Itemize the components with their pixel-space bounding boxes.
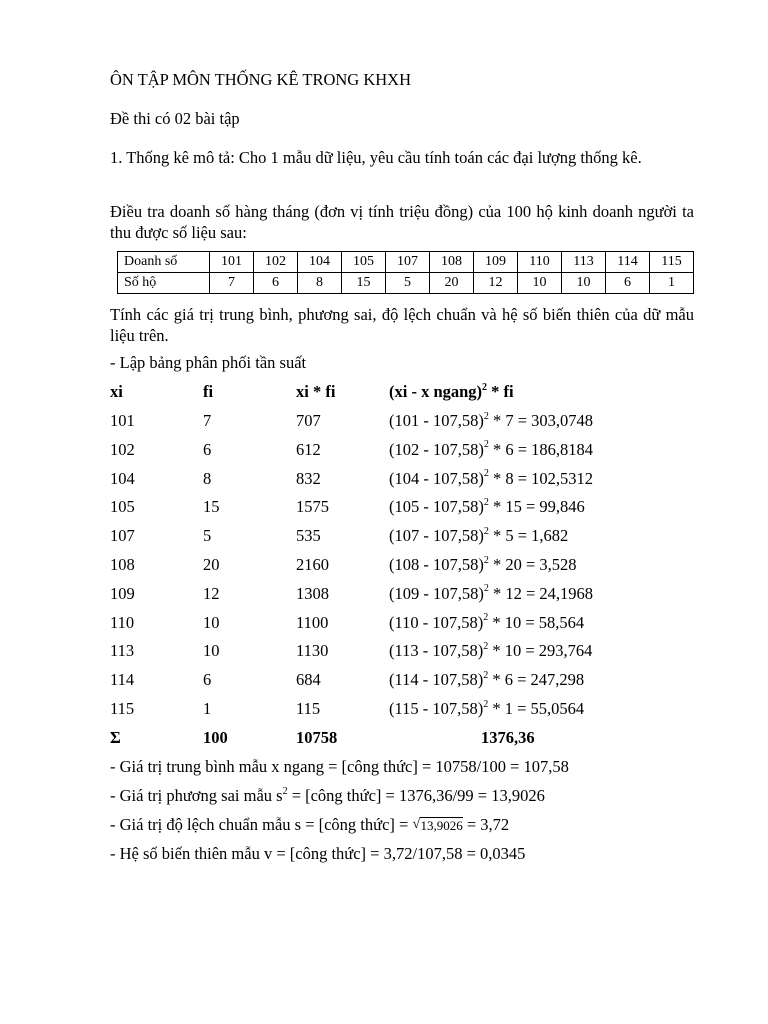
deviation-exponent: 2 [483, 468, 489, 480]
variance-text: - Giá trị phương sai mẫu s [110, 786, 283, 805]
household-count: 10 [562, 273, 606, 294]
cell-deviation [389, 410, 593, 432]
deviation-result: * 10 = 293,764 [488, 641, 593, 661]
household-count: 6 [254, 273, 298, 294]
revenue-value: 104 [298, 252, 342, 273]
household-row [118, 273, 694, 294]
revenue-value: 105 [342, 252, 386, 273]
cell-xi: 113 [110, 641, 135, 661]
total-deviation: 1376,36 [481, 728, 535, 747]
frequency-table-total [110, 727, 694, 749]
square-root [412, 816, 462, 836]
cell-xi: 114 [110, 670, 135, 690]
survey-data-table [117, 251, 694, 294]
cell-fi: 6 [203, 439, 212, 459]
header-xi-fi: xi * fi [296, 382, 336, 401]
cell-fi: 5 [203, 526, 212, 546]
cell-fi: 12 [203, 583, 220, 603]
cell-deviation [389, 496, 585, 518]
cell-xi: 110 [110, 612, 135, 632]
frequency-row [110, 554, 694, 576]
cell-xi: 109 [110, 583, 135, 603]
deviation-result: * 6 = 247,298 [488, 670, 585, 690]
cell-fi: 10 [203, 612, 220, 632]
cell-xi-fi: 115 [296, 699, 321, 718]
std-deviation-value: = 3,72 [462, 815, 510, 834]
cell-xi: 107 [110, 526, 135, 546]
household-label: Số hộ [118, 273, 210, 294]
document-subtitle: Đề thi có 02 bài tập [110, 109, 240, 128]
deviation-result: * 5 = 1,682 [488, 526, 569, 546]
cell-xi: 108 [110, 555, 135, 574]
cell-xi: 105 [110, 497, 135, 517]
cell-fi: 10 [203, 641, 220, 661]
sigma-symbol: Σ [110, 728, 121, 747]
cell-xi-fi: 832 [296, 468, 321, 488]
deviation-result: * 20 = 3,528 [488, 555, 577, 574]
result-variance [110, 786, 545, 806]
frequency-row [110, 669, 694, 691]
frequency-row [110, 496, 694, 518]
deviation-base: (108 - 107,58) [389, 555, 484, 574]
cell-xi-fi: 612 [296, 439, 321, 459]
cell-fi: 8 [203, 468, 212, 488]
deviation-base: (102 - 107,58) [389, 439, 484, 459]
cell-xi-fi: 1100 [296, 612, 329, 632]
result-std-deviation [110, 815, 509, 836]
cell-xi-fi: 707 [296, 411, 321, 430]
frequency-row [110, 698, 694, 720]
cell-xi-fi: 535 [296, 526, 321, 546]
revenue-value: 110 [518, 252, 562, 273]
deviation-exponent: 2 [483, 525, 489, 537]
deviation-base: (104 - 107,58) [389, 468, 484, 488]
variance-value: = [công thức] = 1376,36/99 = 13,9026 [287, 786, 545, 805]
household-count: 6 [606, 273, 650, 294]
deviation-base: (113 - 107,58) [389, 641, 484, 661]
frequency-row [110, 583, 694, 605]
frequency-heading: - Lập bảng phân phối tần suất [110, 353, 307, 372]
cell-deviation [389, 640, 592, 662]
revenue-value: 115 [650, 252, 694, 273]
cell-deviation [389, 669, 584, 691]
household-count: 7 [210, 273, 254, 294]
document-title: ÔN TẬP MÔN THỐNG KÊ TRONG KHXH [110, 70, 411, 89]
revenue-value: 108 [430, 252, 474, 273]
household-count: 10 [518, 273, 562, 294]
header-deviation-base: (xi - x ngang) [389, 382, 483, 401]
cell-fi: 7 [203, 411, 212, 430]
cell-xi-fi: 1575 [296, 497, 329, 517]
revenue-value: 114 [606, 252, 650, 273]
frequency-row [110, 410, 694, 432]
frequency-row [110, 439, 694, 461]
header-deviation-exponent: 2 [482, 381, 488, 393]
total-fi: 100 [203, 728, 228, 747]
cell-xi: 102 [110, 439, 135, 459]
deviation-result: * 12 = 24,1968 [488, 583, 594, 603]
frequency-row [110, 612, 694, 634]
revenue-value: 109 [474, 252, 518, 273]
total-xi-fi: 10758 [296, 728, 338, 747]
cell-fi: 1 [203, 699, 212, 718]
cell-xi-fi: 1130 [296, 641, 329, 661]
cell-deviation [389, 468, 593, 490]
frequency-row [110, 640, 694, 662]
revenue-value: 107 [386, 252, 430, 273]
deviation-result: * 7 = 303,0748 [488, 411, 594, 430]
cell-fi: 6 [203, 670, 212, 690]
result-coefficient-variation: - Hệ số biến thiên mẫu v = [công thức] = 3,72/107,58 = 0,0345 [110, 844, 526, 863]
deviation-base: (114 - 107,58) [389, 670, 484, 690]
deviation-exponent: 2 [483, 410, 489, 422]
frequency-row [110, 468, 694, 490]
cell-deviation [389, 698, 584, 720]
deviation-result: * 10 = 58,564 [488, 612, 585, 632]
frequency-table-header [110, 381, 694, 403]
std-deviation-text: - Giá trị độ lệch chuẩn mẫu s = [công thức] = [110, 815, 413, 834]
task-1-heading: 1. Thống kê mô tả: Cho 1 mẫu dữ liệu, yêu cầu tính toán các đại lượng thống kê. [110, 148, 642, 167]
header-deviation-tail: * fi [487, 382, 514, 401]
header-xi: xi [110, 382, 123, 401]
deviation-exponent: 2 [483, 698, 489, 710]
deviation-exponent: 2 [483, 554, 489, 566]
deviation-base: (105 - 107,58) [389, 497, 484, 517]
question-paragraph: Tính các giá trị trung bình, phương sai, độ lệch chuẩn và hệ số biến thiên của dữ mẫu liệu trên. [110, 305, 694, 345]
cell-fi: 15 [203, 497, 220, 517]
deviation-base: (101 - 107,58) [389, 411, 484, 430]
revenue-row [118, 252, 694, 273]
deviation-exponent: 2 [483, 612, 489, 624]
radical-sign: √ [412, 817, 421, 832]
cell-xi-fi: 2160 [296, 555, 329, 574]
deviation-base: (110 - 107,58) [389, 612, 484, 632]
revenue-value: 102 [254, 252, 298, 273]
header-fi: fi [203, 382, 214, 401]
cell-deviation [389, 525, 568, 547]
deviation-result: * 6 = 186,8184 [488, 439, 594, 459]
deviation-base: (107 - 107,58) [389, 526, 484, 546]
deviation-base: (109 - 107,58) [389, 583, 484, 603]
revenue-value: 101 [210, 252, 254, 273]
intro-paragraph: Điều tra doanh số hàng tháng (đơn vị tính triệu đồng) của 100 hộ kinh doanh người ta thu được số liệu sau: [110, 202, 694, 242]
frequency-row [110, 525, 694, 547]
cell-xi-fi: 1308 [296, 583, 329, 603]
variance-exponent: 2 [282, 785, 288, 797]
revenue-value: 113 [562, 252, 606, 273]
deviation-result: * 1 = 55,0564 [488, 699, 585, 718]
cell-deviation [389, 554, 577, 576]
household-count: 8 [298, 273, 342, 294]
result-mean: - Giá trị trung bình mẫu x ngang = [công thức] = 10758/100 = 107,58 [110, 757, 569, 776]
cell-xi: 104 [110, 468, 135, 488]
household-count: 12 [474, 273, 518, 294]
household-count: 5 [386, 273, 430, 294]
cell-deviation [389, 612, 584, 634]
radicand: 13,9026 [420, 818, 463, 833]
deviation-base: (115 - 107,58) [389, 699, 484, 718]
cell-deviation [389, 583, 593, 605]
cell-deviation [389, 439, 593, 461]
deviation-exponent: 2 [483, 583, 489, 595]
household-count: 15 [342, 273, 386, 294]
deviation-exponent: 2 [483, 439, 489, 451]
household-count: 1 [650, 273, 694, 294]
deviation-result: * 8 = 102,5312 [488, 468, 594, 488]
deviation-exponent: 2 [483, 669, 489, 681]
deviation-exponent: 2 [483, 640, 489, 652]
household-count: 20 [430, 273, 474, 294]
cell-xi-fi: 684 [296, 670, 321, 690]
deviation-exponent: 2 [483, 496, 489, 508]
cell-fi: 20 [203, 555, 220, 574]
cell-xi: 115 [110, 699, 135, 718]
cell-xi: 101 [110, 411, 135, 430]
header-deviation [389, 381, 514, 403]
revenue-label: Doanh số [118, 252, 210, 273]
deviation-result: * 15 = 99,846 [488, 497, 585, 517]
